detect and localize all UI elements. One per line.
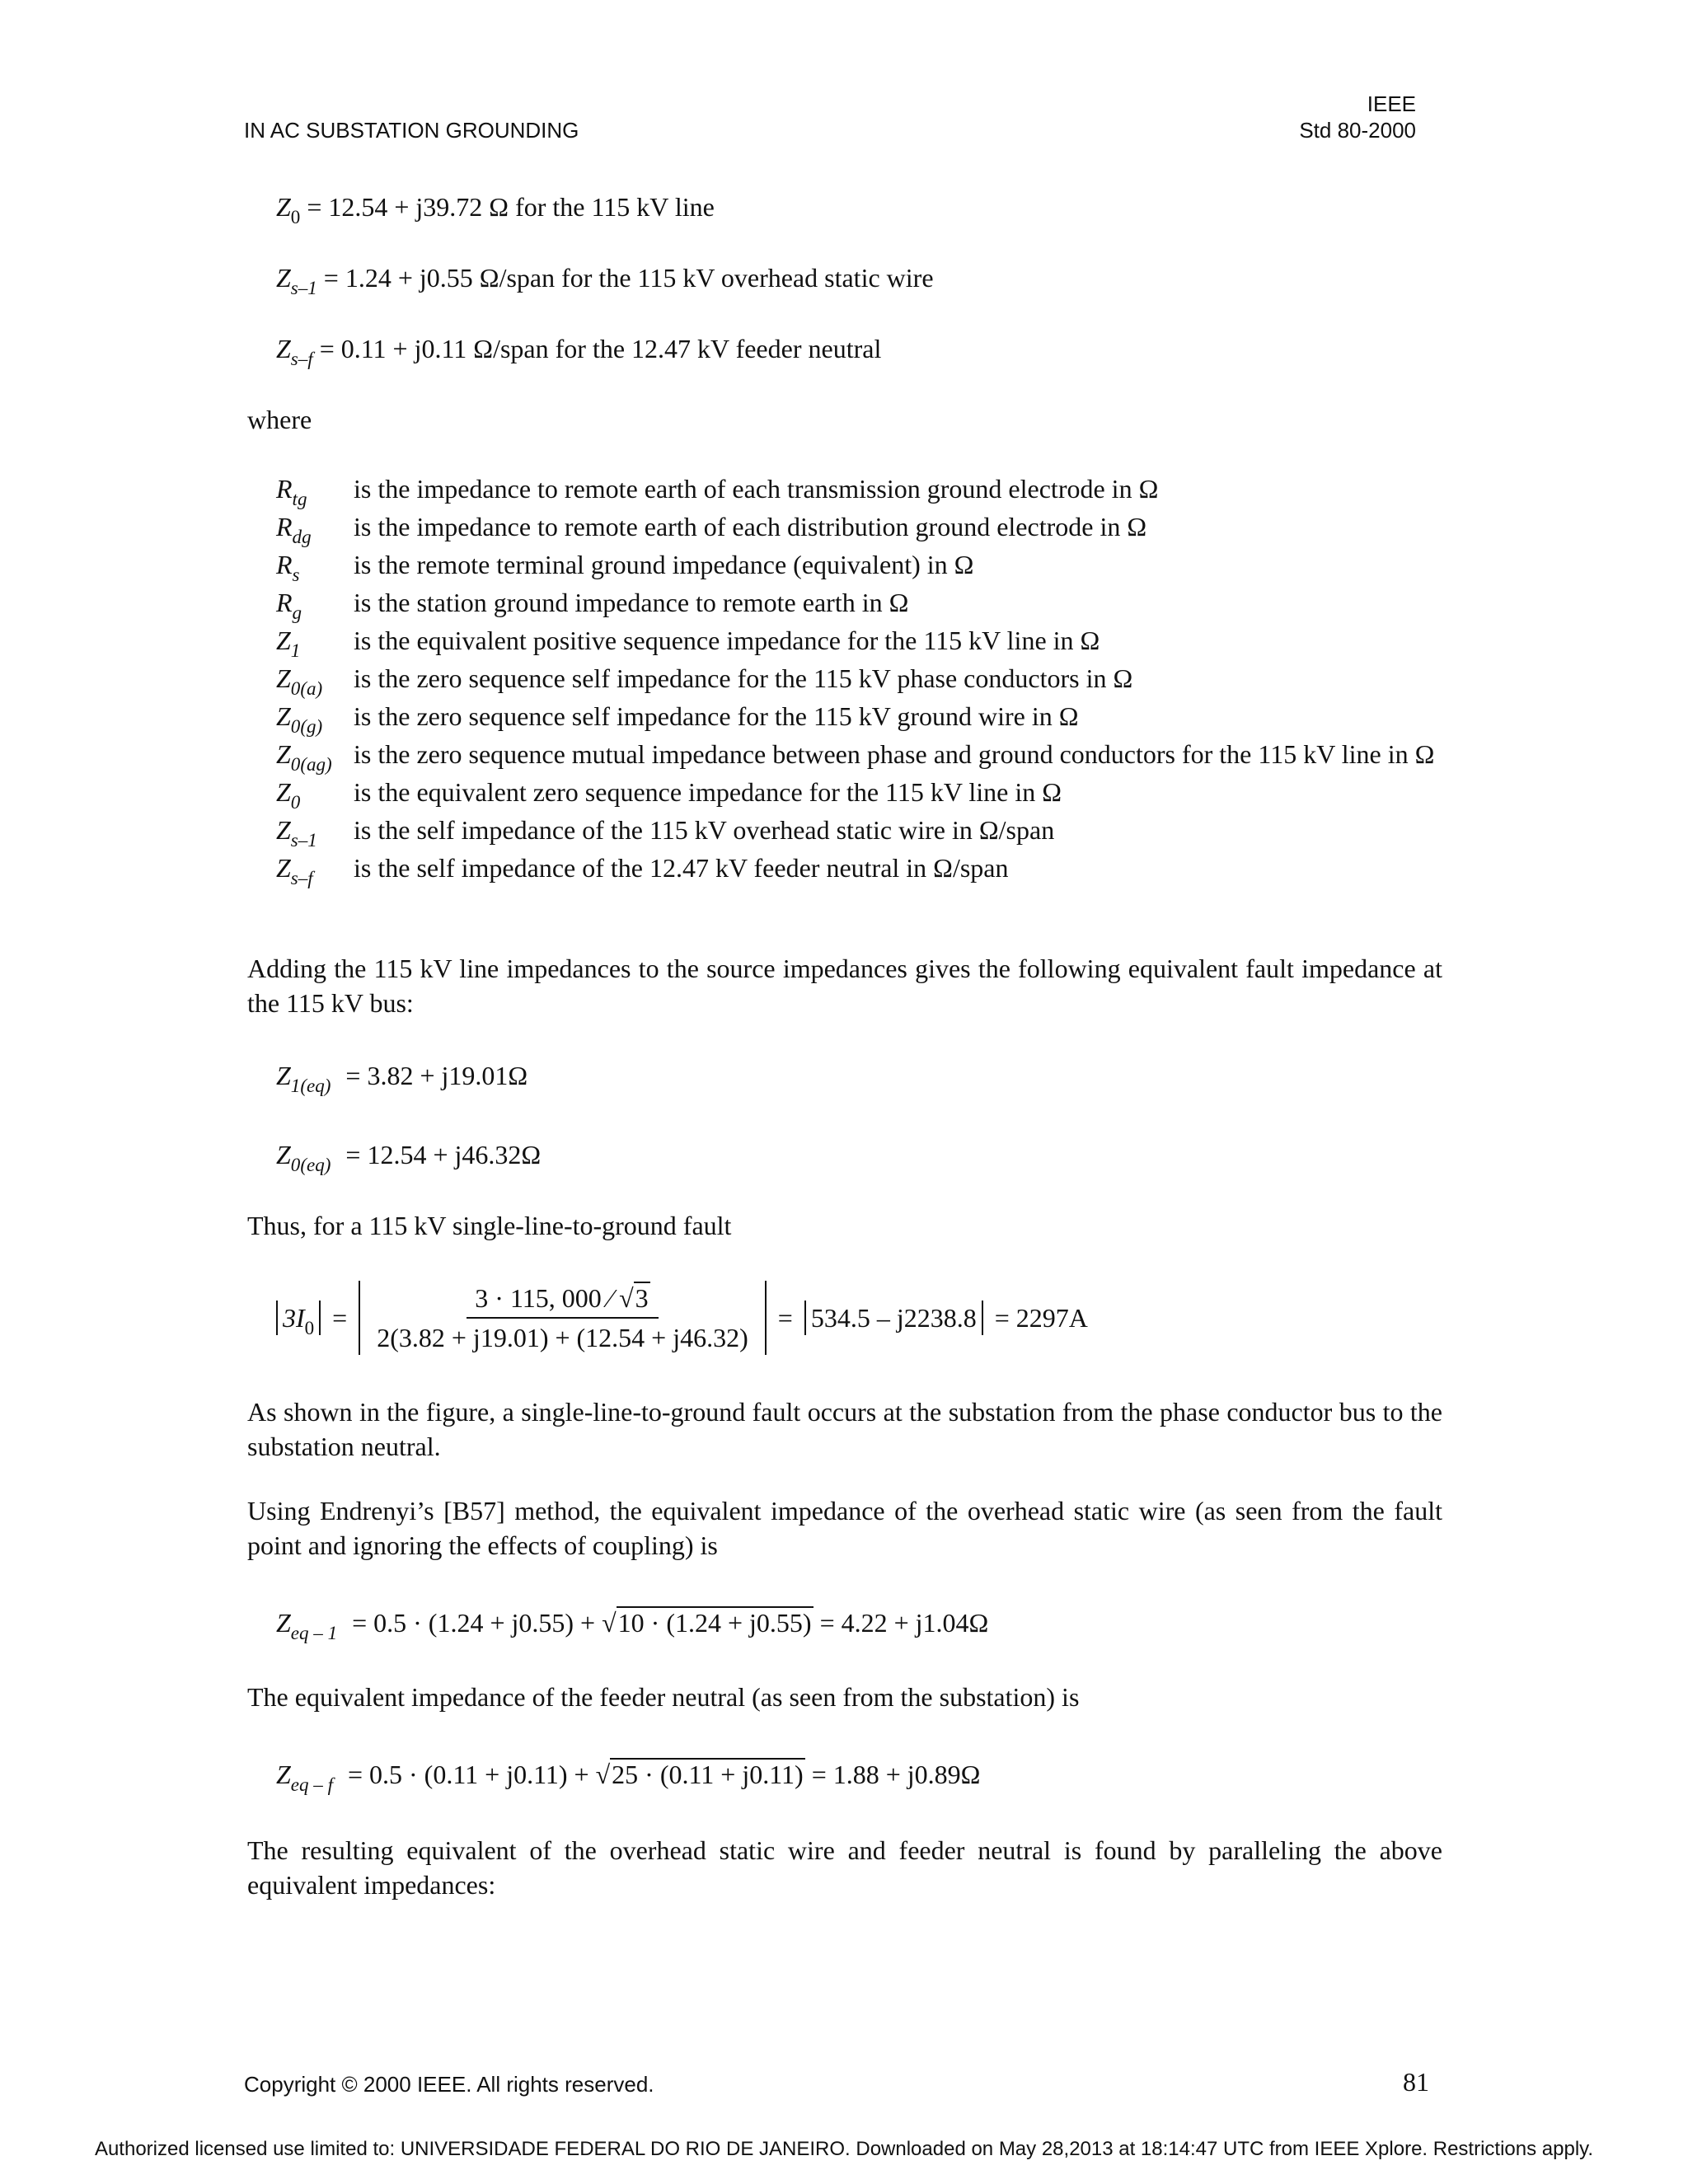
eq-text: = 12.54 + j46.32Ω: [345, 1140, 542, 1169]
eq-subscript: s–f: [290, 347, 313, 369]
definition-symbol: [276, 773, 354, 811]
symbol-letter: Z: [276, 739, 291, 769]
equation-z0: [276, 190, 715, 227]
license-notice: Authorized licensed use limited to: UNIVERSIDADE FEDERAL DO RIO DE JANEIRO. Downloaded on May 28,2013 at 18:14:47 UTC from IEEE Xplore. Restrictions apply.: [94, 2138, 1594, 2160]
eq-symbol: Z: [276, 1760, 291, 1789]
equation-zeq-feeder: [276, 1757, 981, 1795]
eq-post: = 4.22 + j1.04Ω: [813, 1608, 989, 1638]
abs-fraction: [359, 1281, 767, 1355]
definition-row: [276, 773, 1447, 811]
definition-row: [276, 697, 1447, 735]
symbol-subscript: s–1: [290, 828, 317, 851]
equation-zeq-static-wire: [276, 1605, 989, 1643]
definition-text: is the impedance to remote earth of each distribution ground electrode in Ω: [354, 512, 1147, 541]
numerator-text: 3 · 115, 000 ⁄: [475, 1283, 620, 1313]
eq-symbol: Z: [276, 334, 291, 363]
definition-symbol: [276, 583, 354, 621]
symbol-subscript: dg: [292, 525, 312, 547]
eq-symbol: Z: [276, 263, 291, 293]
copyright-footer: Copyright © 2000 IEEE. All rights reserved.: [244, 2072, 654, 2097]
running-header-right: [1299, 91, 1416, 143]
definition-symbol: [276, 659, 354, 697]
definition-symbol: [276, 849, 354, 887]
paragraph-paralleling: The resulting equivalent of the overhead static wire and feeder neutral is found by paralleling the above equivalent impedances:: [247, 1835, 1442, 1900]
equation-zs1: [276, 260, 934, 298]
eq-text: = 3.82 + j19.01Ω: [345, 1061, 528, 1090]
symbol-subscript: 0: [290, 790, 301, 813]
symbol-letter: R: [276, 550, 293, 579]
definition-row: [276, 583, 1447, 621]
definition-text: is the zero sequence mutual impedance between phase and ground conductors for the 115 kV line in Ω: [354, 739, 1435, 769]
sqrt-term: √10 · (1.24 + j0.55): [602, 1608, 812, 1638]
page-number: 81: [1403, 2067, 1429, 2097]
header-std-number: Std 80-2000: [1299, 118, 1416, 143]
symbol-letter: Z: [276, 663, 291, 693]
symbol-subscript: 0(g): [290, 715, 323, 737]
eq-symbol: Z: [276, 192, 291, 222]
paragraph-slg-fault: Thus, for a 115 kV single-line-to-ground fault: [247, 1211, 732, 1240]
eq-symbol: Z: [276, 1608, 291, 1638]
eq-subscript: eq – 1: [290, 1621, 338, 1643]
symbol-letter: Z: [276, 626, 291, 655]
definition-row: [276, 621, 1447, 659]
eq-text: = 0.11 + j0.11 Ω/span for the 12.47 kV feeder neutral: [319, 334, 882, 363]
eq-symbol: 3I: [283, 1303, 305, 1333]
eq-subscript: eq – f: [290, 1773, 333, 1795]
radicand: 10 · (1.24 + j0.55): [617, 1608, 812, 1638]
where-label: where: [247, 405, 312, 434]
eq-subscript: s–1: [290, 276, 317, 298]
radicand: 25 · (0.11 + j0.11): [612, 1760, 804, 1789]
definition-symbol: [276, 470, 354, 508]
symbol-letter: R: [276, 512, 293, 541]
equation-zsf: [276, 331, 882, 369]
symbol-subscript: 0(ag): [290, 752, 332, 775]
sqrt-3: √3: [619, 1283, 649, 1313]
eq-subscript: 0: [290, 205, 301, 227]
eq-symbol: Z: [276, 1140, 291, 1169]
fault-result: = 2297A: [994, 1303, 1088, 1333]
definition-symbol: [276, 621, 354, 659]
definition-row: [276, 811, 1447, 849]
symbol-subscript: g: [292, 601, 302, 623]
definition-symbol: [276, 697, 354, 735]
symbol-letter: Z: [276, 853, 291, 883]
paragraph-fault-location: As shown in the figure, a single-line-to-ground fault occurs at the substation from the phase conductor bus to the substation neutral.: [247, 1397, 1442, 1461]
equation-z1-eq: [276, 1058, 528, 1096]
fraction: [368, 1281, 757, 1355]
paragraph-line-impedances: Adding the 115 kV line impedances to the source impedances gives the following equivalent fault impedance at the 115 kV bus:: [247, 954, 1442, 1018]
definition-text: is the zero sequence self impedance for the 115 kV phase conductors in Ω: [354, 663, 1133, 693]
eq-post: = 1.88 + j0.89Ω: [804, 1760, 981, 1789]
symbol-subscript: 0(a): [290, 677, 323, 699]
eq-pre: = 0.5 · (0.11 + j0.11) +: [347, 1760, 596, 1789]
abs-3i0: [276, 1301, 321, 1338]
fraction-denominator: 2(3.82 + j19.01) + (12.54 + j46.32): [377, 1323, 748, 1352]
paragraph-feeder-neutral: The equivalent impedance of the feeder neutral (as seen from the substation) is: [247, 1682, 1080, 1712]
definition-text: is the zero sequence self impedance for the 115 kV ground wire in Ω: [354, 701, 1079, 731]
definition-text: is the equivalent zero sequence impedance for the 115 kV line in Ω: [354, 777, 1062, 807]
equation-z0-eq: [276, 1137, 542, 1175]
eq-text: = 12.54 + j39.72 Ω for the 115 kV line: [307, 192, 715, 222]
symbol-letter: Z: [276, 701, 291, 731]
fraction-numerator: [467, 1281, 658, 1319]
definition-text: is the equivalent positive sequence impedance for the 115 kV line in Ω: [354, 626, 1100, 655]
abs-mid-value: 534.5 – j2238.8: [804, 1301, 983, 1335]
definitions-list: [276, 470, 1447, 887]
symbol-subscript: 1: [290, 639, 301, 661]
running-header-left: IN AC SUBSTATION GROUNDING: [244, 118, 579, 143]
equation-fault-current: [276, 1281, 1088, 1355]
symbol-subscript: s: [292, 563, 300, 585]
eq-subscript: 1(eq): [290, 1074, 331, 1096]
definition-symbol: [276, 811, 354, 849]
definition-text: is the self impedance of the 12.47 kV feeder neutral in Ω/span: [354, 853, 1009, 883]
definition-row: [276, 546, 1447, 583]
symbol-letter: Z: [276, 777, 291, 807]
symbol-letter: Z: [276, 815, 291, 845]
definition-text: is the remote terminal ground impedance (equivalent) in Ω: [354, 550, 974, 579]
definition-row: [276, 849, 1447, 887]
definition-row: [276, 659, 1447, 697]
eq-subscript: 0(eq): [290, 1153, 331, 1175]
eq-symbol: Z: [276, 1061, 291, 1090]
paragraph-endrenyi: Using Endrenyi’s [B57] method, the equivalent impedance of the overhead static wire (as seen from the fault point and ignoring the effects of coupling) is: [247, 1496, 1442, 1560]
eq-subscript: 0: [304, 1316, 315, 1338]
symbol-subscript: tg: [292, 487, 307, 509]
symbol-letter: R: [276, 474, 293, 504]
definition-text: is the station ground impedance to remote earth in Ω: [354, 588, 909, 617]
definition-text: is the self impedance of the 115 kV overhead static wire in Ω/span: [354, 815, 1055, 845]
definition-row: [276, 508, 1447, 546]
symbol-subscript: s–f: [290, 866, 313, 888]
symbol-letter: R: [276, 588, 293, 617]
definition-symbol: [276, 735, 354, 773]
header-ieee: IEEE: [1367, 91, 1416, 116]
eq-pre: = 0.5 · (1.24 + j0.55) +: [352, 1608, 603, 1638]
equals-sign: =: [332, 1303, 348, 1333]
definition-symbol: [276, 508, 354, 546]
eq-text: = 1.24 + j0.55 Ω/span for the 115 kV overhead static wire: [323, 263, 934, 293]
definition-row: [276, 470, 1447, 508]
radicand: 3: [635, 1283, 649, 1313]
definition-symbol: [276, 546, 354, 583]
sqrt-term: √25 · (0.11 + j0.11): [595, 1760, 804, 1789]
definition-row: [276, 735, 1447, 773]
equals-sign-2: =: [777, 1303, 793, 1333]
definition-text: is the impedance to remote earth of each transmission ground electrode in Ω: [354, 474, 1159, 504]
